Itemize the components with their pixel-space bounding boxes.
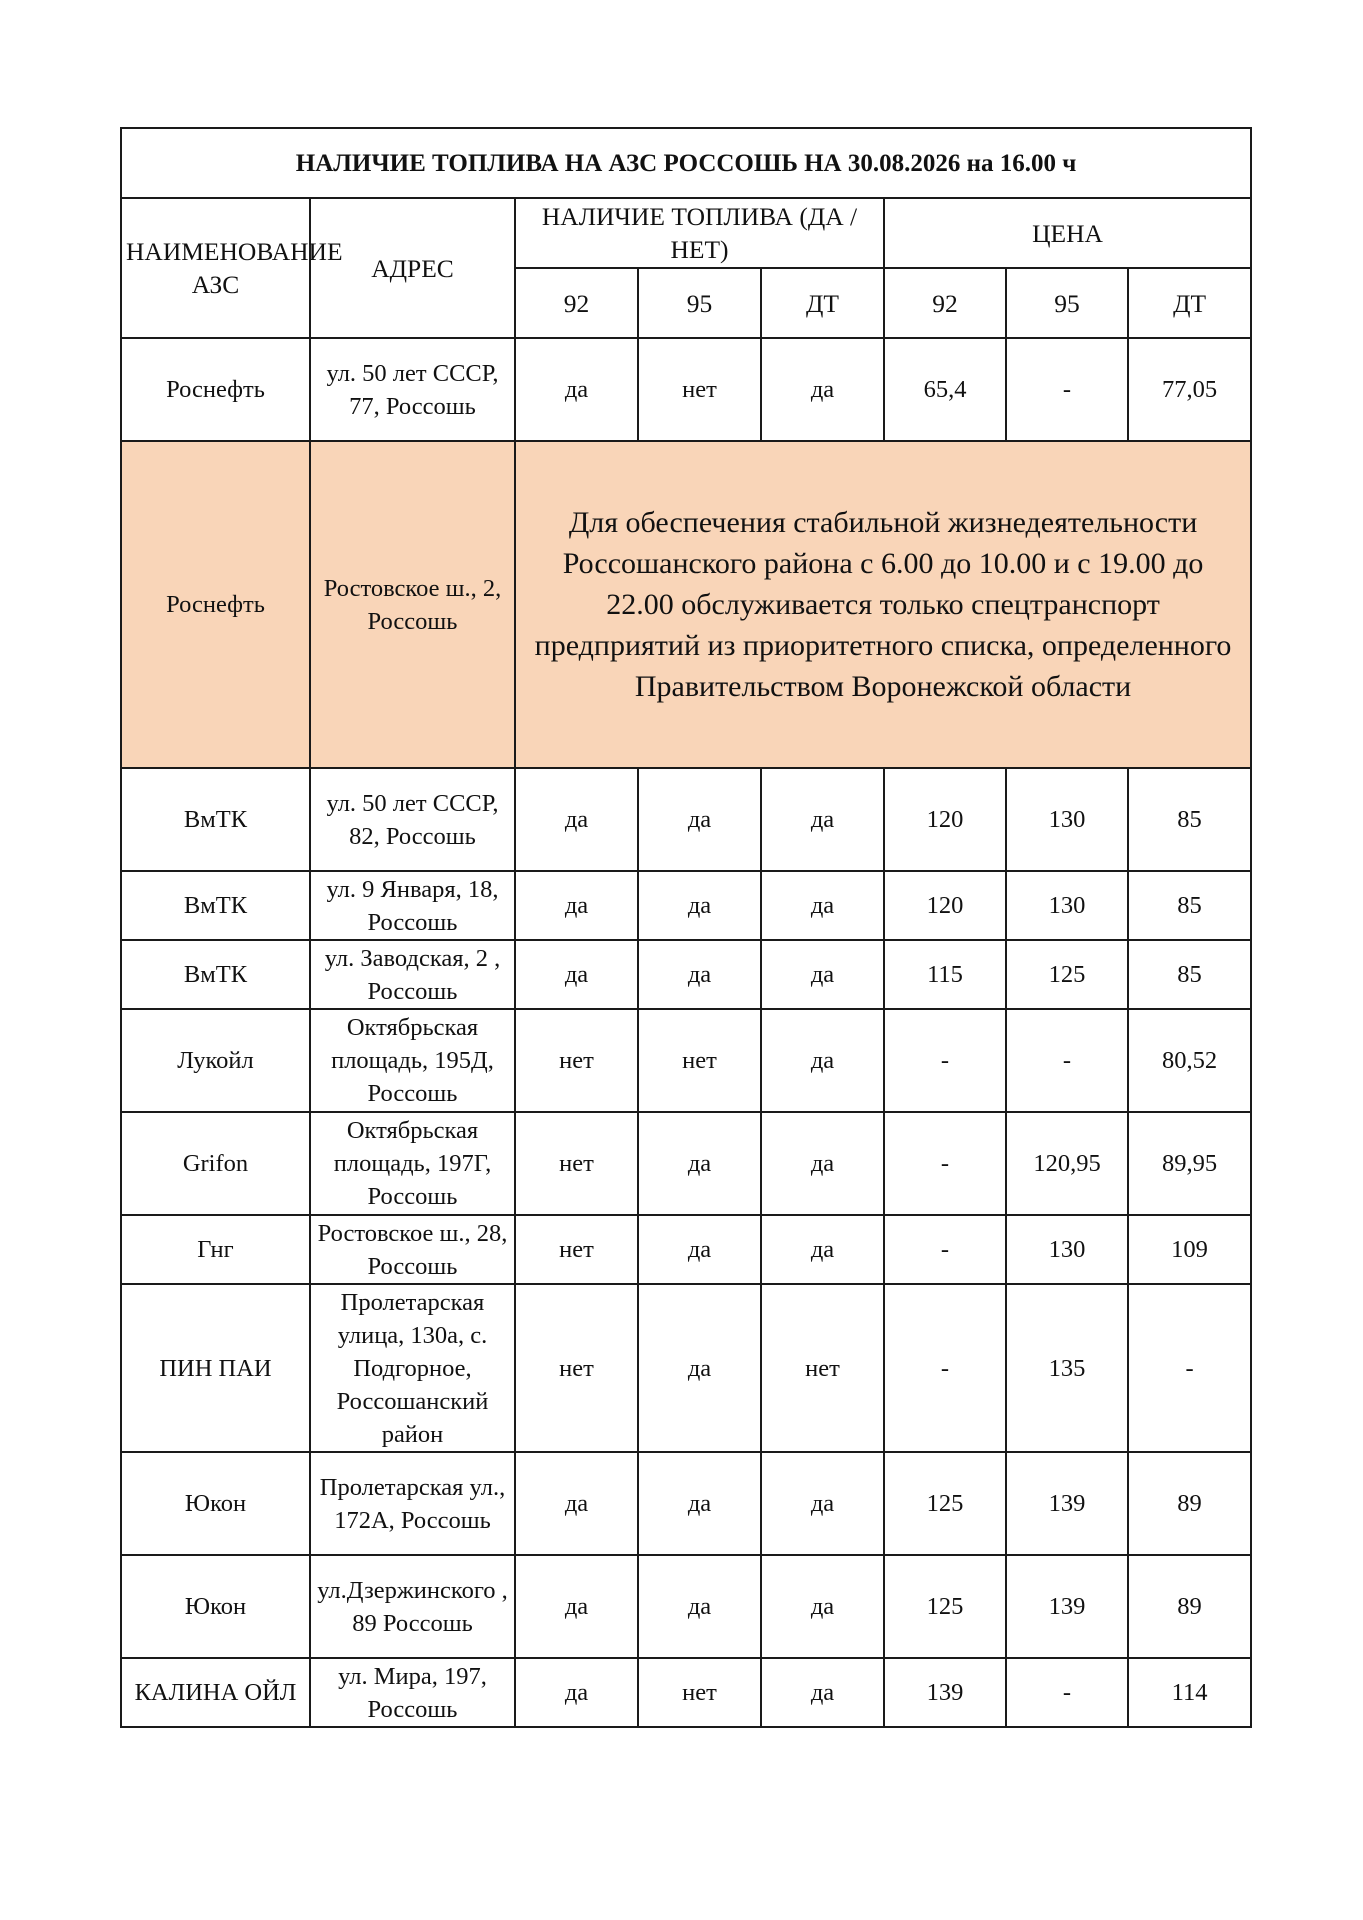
header-price-dt: ДТ [1128, 268, 1251, 338]
price-95-value: - [1006, 1009, 1128, 1112]
title-row [121, 128, 1251, 198]
availability-dt-value: нет [761, 1284, 884, 1452]
price-dt-value: 85 [1128, 871, 1251, 940]
price-dt-value: 89,95 [1128, 1112, 1251, 1215]
availability-92-value: да [515, 1452, 638, 1555]
price-95-value: 120,95 [1006, 1112, 1128, 1215]
table-row [121, 1112, 1251, 1215]
station-name: КАЛИНА ОЙЛ [121, 1658, 310, 1727]
table-row [121, 871, 1251, 940]
header-availability-dt: ДТ [761, 268, 884, 338]
station-address: Ростовское ш., 2, Россошь [310, 441, 515, 768]
station-address: Октябрьская площадь, 197Г, Россошь [310, 1112, 515, 1215]
availability-92-value: да [515, 1658, 638, 1727]
availability-95-value: нет [638, 1009, 761, 1112]
price-95-value: - [1006, 1658, 1128, 1727]
price-92-value: 139 [884, 1658, 1006, 1727]
station-address: ул. 9 Января, 18, Россошь [310, 871, 515, 940]
price-95-value: 139 [1006, 1555, 1128, 1658]
price-dt-value: 85 [1128, 768, 1251, 871]
availability-92-value: да [515, 768, 638, 871]
availability-95-value: да [638, 1284, 761, 1452]
header-address: АДРЕС [310, 198, 515, 338]
table-row [121, 1658, 1251, 1727]
station-name: ВмТК [121, 940, 310, 1009]
availability-dt-value: да [761, 871, 884, 940]
station-name: Роснефть [121, 441, 310, 768]
station-address: Пролетарская улица, 130а, с. Подгорное, Россошанский район [310, 1284, 515, 1452]
station-address: Октябрьская площадь, 195Д, Россошь [310, 1009, 515, 1112]
station-address: ул. 50 лет СССР, 77, Россошь [310, 338, 515, 441]
header-availability: НАЛИЧИЕ ТОПЛИВА (ДА / НЕТ) [515, 198, 884, 268]
availability-dt-value: да [761, 1215, 884, 1284]
table-row [121, 1555, 1251, 1658]
availability-95-value: да [638, 768, 761, 871]
availability-95-value: да [638, 1215, 761, 1284]
price-dt-value: 85 [1128, 940, 1251, 1009]
table-row [121, 940, 1251, 1009]
price-92-value: - [884, 1112, 1006, 1215]
price-92-value: 115 [884, 940, 1006, 1009]
station-name: Гнг [121, 1215, 310, 1284]
price-dt-value: - [1128, 1284, 1251, 1452]
station-name: Юкон [121, 1555, 310, 1658]
availability-dt-value: да [761, 1452, 884, 1555]
availability-95-value: да [638, 1112, 761, 1215]
header-price-92: 92 [884, 268, 1006, 338]
header-availability-95: 95 [638, 268, 761, 338]
station-address: Ростовское ш., 28, Россошь [310, 1215, 515, 1284]
price-92-value: 120 [884, 768, 1006, 871]
price-92-value: 120 [884, 871, 1006, 940]
availability-dt-value: да [761, 1555, 884, 1658]
price-95-value: 139 [1006, 1452, 1128, 1555]
station-address: ул. Мира, 197, Россошь [310, 1658, 515, 1727]
table-row [121, 1009, 1251, 1112]
table-row [121, 338, 1251, 441]
availability-dt-value: да [761, 338, 884, 441]
header-station-name: НАИМЕНОВАНИЕ АЗС [121, 198, 310, 338]
price-92-value: 125 [884, 1452, 1006, 1555]
price-95-value: 125 [1006, 940, 1128, 1009]
availability-dt-value: да [761, 1658, 884, 1727]
price-92-value: 65,4 [884, 338, 1006, 441]
header-availability-92: 92 [515, 268, 638, 338]
station-name: ПИН ПАИ [121, 1284, 310, 1452]
availability-dt-value: да [761, 768, 884, 871]
availability-dt-value: да [761, 940, 884, 1009]
price-92-value: - [884, 1284, 1006, 1452]
station-address: ул. 50 лет СССР, 82, Россошь [310, 768, 515, 871]
header-row-top [121, 198, 1251, 268]
price-95-value: - [1006, 338, 1128, 441]
station-address: ул. Заводская, 2 , Россошь [310, 940, 515, 1009]
price-95-value: 135 [1006, 1284, 1128, 1452]
availability-95-value: нет [638, 338, 761, 441]
station-name: ВмТК [121, 768, 310, 871]
price-dt-value: 109 [1128, 1215, 1251, 1284]
price-dt-value: 89 [1128, 1555, 1251, 1658]
table-row [121, 1215, 1251, 1284]
header-price-95: 95 [1006, 268, 1128, 338]
availability-92-value: да [515, 1555, 638, 1658]
station-name: Лукойл [121, 1009, 310, 1112]
station-address: ул.Дзержинского , 89 Россошь [310, 1555, 515, 1658]
service-notice: Для обеспечения стабильной жизнедеятельности Россошанского района с 6.00 до 10.00 и с 19.00 до 22.00 обслуживается только спецтранспорт предприятий из приоритетного списка, определенного Правительством Воронежской области [515, 441, 1251, 768]
table-row [121, 1284, 1251, 1452]
availability-95-value: да [638, 1555, 761, 1658]
price-dt-value: 80,52 [1128, 1009, 1251, 1112]
availability-95-value: да [638, 871, 761, 940]
price-95-value: 130 [1006, 768, 1128, 871]
price-95-value: 130 [1006, 871, 1128, 940]
availability-92-value: да [515, 940, 638, 1009]
price-dt-value: 114 [1128, 1658, 1251, 1727]
price-dt-value: 77,05 [1128, 338, 1251, 441]
fuel-availability-table [120, 127, 1252, 1728]
availability-dt-value: да [761, 1009, 884, 1112]
availability-95-value: да [638, 1452, 761, 1555]
table-row [121, 1452, 1251, 1555]
price-dt-value: 89 [1128, 1452, 1251, 1555]
header-price: ЦЕНА [884, 198, 1251, 268]
station-name: Роснефть [121, 338, 310, 441]
availability-dt-value: да [761, 1112, 884, 1215]
price-92-value: - [884, 1215, 1006, 1284]
station-name: Юкон [121, 1452, 310, 1555]
availability-92-value: да [515, 338, 638, 441]
availability-92-value: нет [515, 1215, 638, 1284]
station-address: Пролетарская ул., 172А, Россошь [310, 1452, 515, 1555]
availability-92-value: нет [515, 1009, 638, 1112]
table-row [121, 768, 1251, 871]
availability-95-value: да [638, 940, 761, 1009]
availability-95-value: нет [638, 1658, 761, 1727]
page-title: НАЛИЧИЕ ТОПЛИВА НА АЗС РОССОШЬ НА 30.08.2026 на 16.00 ч [121, 128, 1251, 198]
availability-92-value: да [515, 871, 638, 940]
price-92-value: - [884, 1009, 1006, 1112]
station-name: ВмТК [121, 871, 310, 940]
table-row [121, 441, 1251, 768]
station-name: Grifon [121, 1112, 310, 1215]
price-95-value: 130 [1006, 1215, 1128, 1284]
price-92-value: 125 [884, 1555, 1006, 1658]
availability-92-value: нет [515, 1284, 638, 1452]
availability-92-value: нет [515, 1112, 638, 1215]
